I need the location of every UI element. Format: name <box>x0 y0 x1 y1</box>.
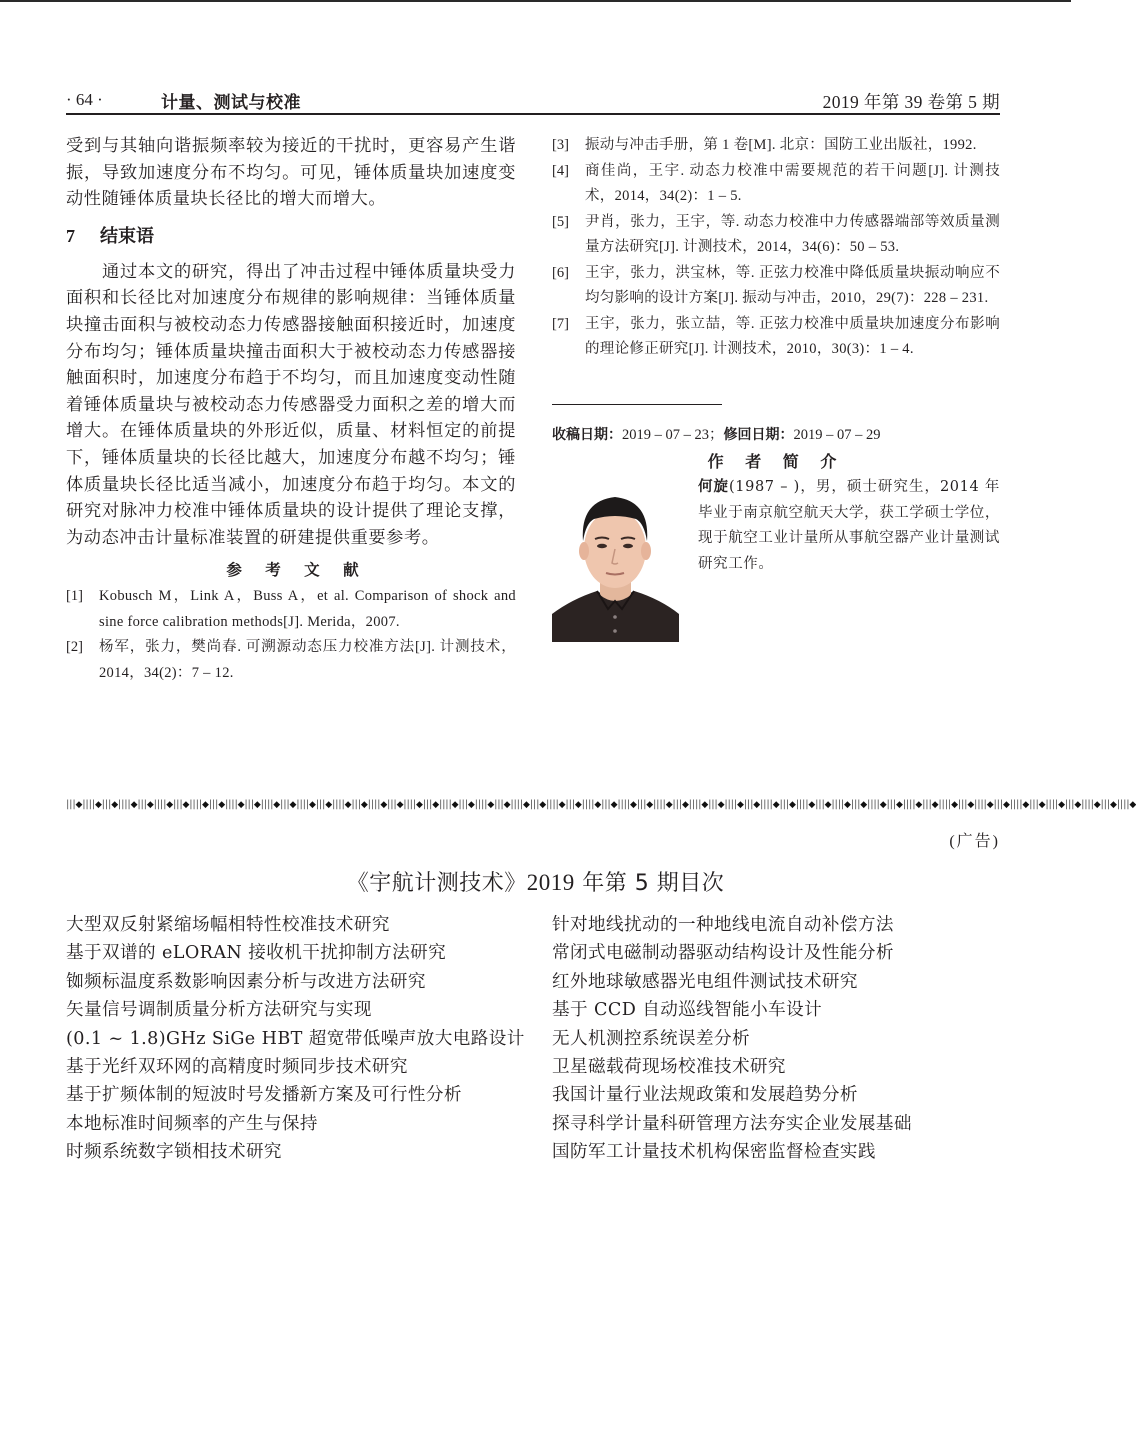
reference-item <box>552 261 1000 312</box>
portrait-graphic <box>552 479 679 642</box>
toc-item: 我国计量行业法规政策和发展趋势分析 <box>552 1085 858 1106</box>
references-title: 参 考 文 献 <box>226 561 368 580</box>
toc-item: 铷频标温度系数影响因素分析与改进方法研究 <box>66 971 426 992</box>
toc-item: 红外地球敏感器光电组件测试技术研究 <box>552 971 858 992</box>
toc-item: 基于双谱的 eLORAN 接收机干扰抑制方法研究 <box>66 943 447 964</box>
toc-title-year: 2019 <box>526 870 575 895</box>
reference-text: 王宇，张力，张立喆，等. 正弦力校准中质量块加速度分布影响的理论修正研究[J]. 计测技术，2010，30(3)：1 – 4. <box>585 315 1000 357</box>
footnote-rule <box>552 404 722 406</box>
toc-item: (0.1 ~ 1.8)GHz SiGe HBT 超宽带低噪声放大电路设计 <box>66 1028 525 1049</box>
reference-text: Kobusch M，Link A，Buss A，et al. Comparison of shock and sine force calibration methods[J]. Merida，2007. <box>99 588 516 630</box>
reference-item <box>552 312 1000 363</box>
toc-item: 探寻科学计量科研管理方法夯实企业发展基础 <box>552 1113 912 1134</box>
toc-item: 常闭式电磁制动器驱动结构设计及性能分析 <box>552 943 894 964</box>
section-heading <box>66 223 516 249</box>
reference-item <box>552 159 1000 210</box>
toc-left-list <box>66 911 526 1167</box>
received-label: 收稿日期： <box>552 427 622 443</box>
continued-paragraph: 受到与其轴向谐振频率较为接近的干扰时，更容易产生谐振，导致加速度分布不均匀。可见，锤体质量块加速度变动性随锤体质量块长径比的增大而增大。 <box>66 136 516 210</box>
toc-item: 矢量信号调制质量分析方法研究与实现 <box>66 1000 372 1021</box>
toc-item: 基于 CCD 自动巡线智能小车设计 <box>552 1000 823 1021</box>
header-rule <box>66 113 1000 115</box>
column-name: 计量、测试与校准 <box>161 93 301 113</box>
right-column <box>552 133 1000 645</box>
reference-text: 杨军，张力，樊尚春. 可溯源动态压力校准方法[J]. 计测技术，2014，34(2)：7 – 12. <box>99 639 516 681</box>
left-column <box>66 133 516 686</box>
received-date: 2019 – 07 – 23； <box>622 427 724 443</box>
author-name: 何旋 <box>698 479 730 495</box>
reference-item <box>552 210 1000 261</box>
running-header <box>66 88 1000 112</box>
toc-item: 基于扩频体制的短波时号发播新方案及可行性分析 <box>66 1085 462 1106</box>
section-title: 结束语 <box>100 225 154 247</box>
toc-item: 国防军工计量技术机构保密监督检查实践 <box>552 1142 876 1163</box>
reference-text: 王宇，张力，洪宝林，等. 正弦力校准中降低质量块振动响应不均匀影响的设计方案[J]. 振动与冲击，2010，29(7)：228 – 231. <box>585 264 1000 306</box>
reference-text: 振动与冲击手册，第 1 卷[M]. 北京：国防工业出版社，1992. <box>585 137 977 153</box>
page-number: · 64 · <box>66 90 103 109</box>
page-top-rule <box>0 0 1071 2</box>
reference-tag: [5] <box>552 213 569 230</box>
advertisement-label: (广告) <box>949 833 1000 850</box>
reference-text: 尹肖，张力，王宇，等. 动态力校准中力传感器端部等效质量测量方法研究[J]. 计测技术，2014，34(6)：50 – 53. <box>585 213 1000 255</box>
toc-item: 无人机测控系统误差分析 <box>552 1028 750 1049</box>
manuscript-dates <box>552 425 1000 445</box>
author-portrait-icon <box>552 479 679 642</box>
conclusion-paragraph: 通过本文的研究，得出了冲击过程中锤体质量块受力面积和长径比对加速度分布规律的影响规律：当锤体质量块撞击面积与被校动态力传感器接触面积接近时，加速度分布均匀；锤体质量块撞击面积大于被校动态力传感器接触面积时，加速度分布趋于不均匀，而且加速度变动性随着锤体质量块与被校动态力传感器受力面积之差的增大而增大。在锤体质量块的外形近似，质量、材料恒定的前提下，锤体质量块的长径比越大，加速度分布越不均匀；锤体质量块长径比适当减小，加速度分布趋于均匀。本文的研究对脉冲力校准中锤体质量块的设计提供了理论支撑，为动态冲击计量标准装置的研建提供重要参考。 <box>66 261 516 548</box>
toc-item: 基于光纤双环网的高精度时频同步技术研究 <box>66 1056 408 1077</box>
author-bio <box>552 475 1000 645</box>
revised-label: 修回日期： <box>723 427 794 443</box>
reference-tag: [4] <box>552 162 569 179</box>
reference-tag: [2] <box>66 639 83 656</box>
reference-item <box>66 584 516 635</box>
toc-right-list <box>552 911 1000 1167</box>
reference-tag: [7] <box>552 315 569 332</box>
reference-text: 商佳尚，王宇. 动态力校准中需要规范的若干问题[J]. 计测技术，2014，34(2)：1 – 5. <box>585 162 1000 204</box>
author-description: (1987 – )，男，硕士研究生，2014 年毕业于南京航空航天大学，获工学硕士学位，现于航空工业计量所从事航空器产业计量测试研究工作。 <box>698 479 1001 572</box>
reference-tag: [3] <box>552 137 569 153</box>
section-number: 7 <box>66 225 75 246</box>
author-bio-title: 作 者 简 介 <box>707 452 845 471</box>
reference-item <box>66 635 516 686</box>
toc-item: 卫星磁载荷现场校准技术研究 <box>552 1056 786 1077</box>
toc-title <box>0 866 1071 897</box>
toc-item: 针对地线扰动的一种地线电流自动补偿方法 <box>552 915 894 935</box>
toc-title-issue: 年第 5 期目次 <box>574 871 725 896</box>
toc-item: 大型双反射紧缩场幅相特性校准技术研究 <box>66 915 390 935</box>
reference-tag: [1] <box>66 588 83 605</box>
ornamental-divider: |||◆||||◆|||◆||||◆|||◆||||◆|||◆||||◆|||◆||||◆|||◆||||◆|||◆||||◆|||◆||||◆|||◆||||◆|||◆||||◆|||◆||||◆|||◆||||◆|||◆||||◆|||◆||||◆|||◆||||◆|||◆||||◆|||◆||||◆|||◆||||◆|||◆||||◆|||◆||||◆|||◆||||◆|||◆||||◆|||◆||||◆|||◆||||◆|||◆||||◆|||◆||||◆|||◆||||◆|||◆||||◆|||◆||||◆|||◆||||◆ <box>66 799 1136 810</box>
toc-item: 时频系统数字锁相技术研究 <box>66 1142 282 1163</box>
issue-info: 2019 年第 39 卷第 5 期 <box>822 92 1000 112</box>
toc-item: 本地标准时间频率的产生与保持 <box>66 1113 318 1134</box>
reference-item <box>552 133 1000 159</box>
author-bio-text <box>698 475 1000 577</box>
reference-tag: [6] <box>552 264 569 281</box>
toc-title-journal: 《宇航计测技术》 <box>346 871 527 896</box>
revised-date: 2019 – 07 – 29 <box>793 427 881 443</box>
